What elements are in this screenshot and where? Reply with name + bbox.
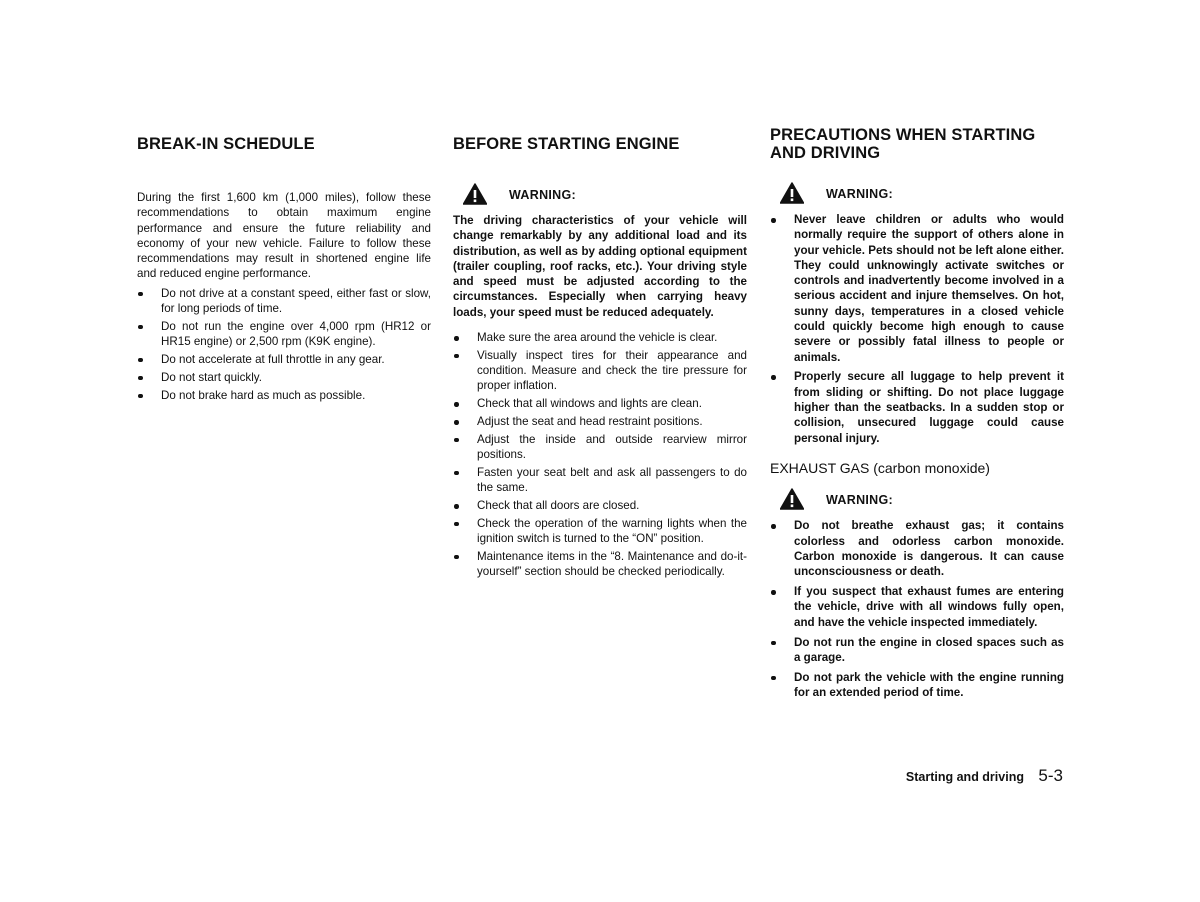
page-number: 5-3 — [1038, 766, 1063, 785]
list-item: Do not breathe exhaust gas; it contains colorless and odorless carbon monoxide. Carbon monoxide is dangerous. It can cause unconsciousness or death. — [770, 518, 1064, 579]
warning-triangle-icon — [780, 182, 804, 204]
before-starting-list — [453, 330, 747, 579]
list-item: Make sure the area around the vehicle is clear. — [453, 330, 747, 345]
before-starting-title: BEFORE STARTING ENGINE — [453, 135, 680, 153]
break-in-intro: During the first 1,600 km (1,000 miles), follow these recommendations to obtain maximum engine performance and ensure the future reliability and economy of your new vehicle. Failure to follow these recommendations may result in shortened engine life and reduced engine performance. — [137, 191, 431, 281]
list-item: Properly secure all luggage to help prevent it from sliding or shifting. Do not place luggage higher than the seatbacks. In a sudden stop or collision, unsecured luggage could cause personal injury. — [770, 369, 1064, 445]
list-item: Check that all doors are closed. — [453, 498, 747, 513]
list-item: Never leave children or adults who would normally require the support of others alone in your vehicle. Pets should not be left alone either. They could unknowingly activate switches or controls and inadvertently become involved in a serious accident and injure themselves. On hot, sunny days, temperatures in a closed vehicle could quickly become high enough to cause severe or possibly fatal illness to people or animals. — [770, 212, 1064, 365]
warning-label: WARNING: — [826, 187, 893, 201]
list-item: Check the operation of the warning lights when the ignition switch is turned to the “ON” position. — [453, 516, 747, 547]
exhaust-warning-list — [770, 518, 1064, 700]
list-item: Visually inspect tires for their appearance and condition. Measure and check the tire pressure for proper inflation. — [453, 348, 747, 394]
break-in-column — [137, 126, 431, 405]
list-item: Do not drive at a constant speed, either fast or slow, for long periods of time. — [137, 286, 431, 317]
list-item: Do not brake hard as much as possible. — [137, 388, 431, 403]
before-starting-column — [453, 126, 747, 582]
footer-section-title: Starting and driving — [905, 770, 1024, 784]
precautions-title-line2: AND DRIVING — [770, 144, 881, 162]
page-footer — [820, 766, 1063, 786]
list-item: Do not park the vehicle with the engine running for an extended period of time. — [770, 670, 1064, 701]
precautions-title — [770, 126, 1064, 162]
list-item: Adjust the inside and outside rearview mirror positions. — [453, 432, 747, 463]
warning-text: The driving characteristics of your vehicle will change remarkably by any additional load and its distribution, as well as by adding optional equipment (trailer coupling, roof racks, etc.). Your driving style and speed must be adjusted according to the circumstances. Especially when carrying heavy loads, your speed must be reduced adequately. — [453, 214, 747, 319]
warning-block — [453, 183, 747, 209]
list-item: Check that all windows and lights are clean. — [453, 396, 747, 411]
list-item: Do not start quickly. — [137, 370, 431, 385]
list-item: Fasten your seat belt and ask all passengers to do the same. — [453, 465, 747, 496]
precautions-warning-list — [770, 212, 1064, 446]
warning-label: WARNING: — [826, 493, 893, 508]
warning-block — [770, 488, 1064, 514]
list-item: Maintenance items in the “8. Maintenance and do-it-yourself” section should be checked periodically. — [453, 549, 747, 580]
list-item: Do not run the engine over 4,000 rpm (HR12 or HR15 engine) or 2,500 rpm (K9K engine). — [137, 319, 431, 350]
list-item: Do not run the engine in closed spaces such as a garage. — [770, 635, 1064, 666]
warning-label: WARNING: — [509, 188, 576, 202]
list-item: If you suspect that exhaust fumes are entering the vehicle, drive with all windows fully open, and have the vehicle inspected immediately. — [770, 584, 1064, 630]
exhaust-gas-heading: EXHAUST GAS (carbon monoxide) — [770, 460, 990, 477]
warning-triangle-icon — [463, 183, 487, 205]
precautions-title-line1: PRECAUTIONS WHEN STARTING — [770, 126, 1036, 144]
precautions-column — [770, 126, 1064, 705]
list-item: Do not accelerate at full throttle in any gear. — [137, 352, 431, 367]
warning-triangle-icon — [780, 488, 804, 510]
warning-block — [770, 182, 1064, 208]
break-in-list — [137, 286, 431, 403]
list-item: Adjust the seat and head restraint positions. — [453, 414, 747, 429]
break-in-title: BREAK-IN SCHEDULE — [137, 135, 315, 153]
